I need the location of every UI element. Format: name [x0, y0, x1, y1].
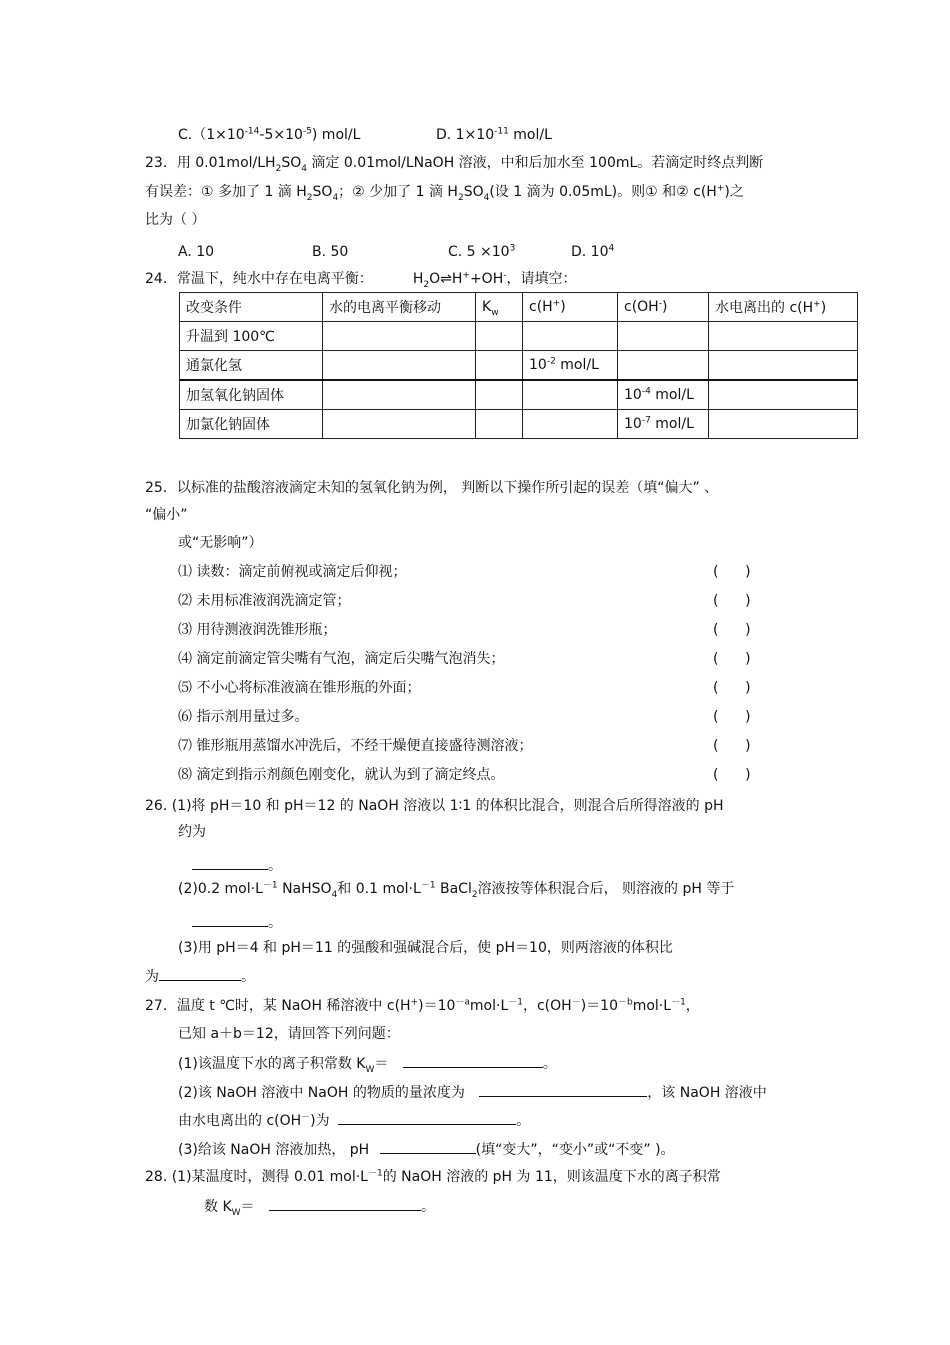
table-cell	[709, 351, 858, 381]
answer-blank[interactable]	[338, 1110, 516, 1125]
q26-part-3: (3)用 pH＝4 和 pH＝11 的强酸和强碱混合后，使 pH＝10，则两溶液的体积比	[178, 940, 673, 956]
answer-blank[interactable]	[479, 1082, 647, 1097]
q27-part-2: (2)该 NaOH 溶液中 NaOH 的物质的量浓度为 ，该 NaOH 溶液中	[178, 1082, 767, 1103]
q26-part-1-answer: 。	[192, 855, 282, 876]
q25-item: ⑶ 用待测液润洗锥形瓶；	[178, 622, 337, 638]
q25-item: ⑹ 指示剂用量过多。	[178, 709, 309, 725]
table-row	[180, 410, 858, 439]
table-cell	[523, 380, 618, 410]
q28-line-1: 28. (1)某温度时，测得 0.01 $mol\cdot L^{-1}$的 NaOH 溶液的 pH 为 11，则该温度下水的离子积常	[145, 1168, 721, 1185]
q22-option-c: $C.(1\times 10^{-14}-5\times 10^{-5})$ mol/L	[178, 126, 361, 143]
q25-item: ⑺ 锥形瓶用蒸馏水冲洗后，不经干燥便直接盛待测溶液；	[178, 738, 533, 754]
q26-part-3-cont: 为 。	[145, 966, 255, 987]
answer-paren[interactable]: ( )	[713, 709, 751, 725]
q23-option-a: A. 10	[178, 244, 215, 260]
answer-blank[interactable]	[192, 912, 268, 927]
answer-paren[interactable]: ( )	[713, 680, 751, 696]
table-header: 改变条件	[180, 293, 323, 322]
table-cell	[523, 410, 618, 439]
table-row	[180, 380, 858, 410]
table-cell	[323, 410, 476, 439]
q26-part-1-cont: 约为	[178, 824, 206, 840]
table-cell	[476, 410, 523, 439]
answer-paren[interactable]: ( )	[713, 651, 751, 667]
table-cell	[323, 380, 476, 410]
table-cell	[323, 351, 476, 381]
q23-option-c: C. $5 \times 10^3$	[448, 243, 516, 260]
table-cell	[523, 322, 618, 351]
answer-blank[interactable]	[192, 855, 268, 870]
table-cell: 通氯化氢	[180, 351, 323, 381]
q26-part-2-answer: 。	[192, 912, 282, 933]
answer-paren[interactable]: ( )	[713, 767, 751, 783]
q25-item: ⑴ 读数：滴定前俯视或滴定后仰视；	[178, 564, 407, 580]
q25-line-1: 25．以标准的盐酸溶液滴定未知的氢氧化钠为例， 判断以下操作所引起的误差（填“偏大” 、	[145, 480, 719, 496]
equilibrium-arrow-icon: ⇌	[440, 271, 452, 287]
q27-part-1: (1)该温度下水的离子积常数 $K_W=$ 。	[178, 1053, 557, 1074]
q25-item: ⑻ 滴定到指示剂颜色刚变化，就认为到了滴定终点。	[178, 767, 505, 783]
table-cell	[709, 322, 858, 351]
table-cell	[323, 322, 476, 351]
table-header: c(H+)	[523, 293, 618, 322]
q26-part-2: (2)0.2 $mol\cdot L^{-1}$ NaHSO$_4$和 0.1 $mol\cdot L^{-1}$ BaCl$_2$溶液按等体积混合后， 则溶液的 pH 等于	[178, 880, 735, 900]
q27-part-2-cont: 由水电离出的 c(OH－)为 。	[178, 1110, 530, 1131]
q25-item: ⑵ 未用标准液润洗滴定管；	[178, 593, 351, 609]
table-cell	[476, 322, 523, 351]
answer-blank[interactable]	[380, 1139, 476, 1154]
q28-line-2: 数 $K_W=$ 。	[204, 1196, 435, 1217]
answer-blank[interactable]	[403, 1053, 543, 1068]
answer-paren[interactable]: ( )	[713, 622, 751, 638]
q23-option-b: B. 50	[312, 244, 349, 260]
table-cell	[476, 380, 523, 410]
q24-intro: 24．常温下，纯水中存在电离平衡： $H_2O\rightleftharpoons H^++OH^-$，请填空：	[145, 270, 577, 290]
q25-line-3: 或“无影响”）	[178, 535, 263, 551]
table-cell	[709, 410, 858, 439]
table-header-row	[180, 293, 858, 322]
table-header: c(OH-)	[618, 293, 709, 322]
table-header: $K_w$	[476, 293, 523, 322]
q24-table	[179, 292, 858, 439]
answer-paren[interactable]: ( )	[713, 593, 751, 609]
table-cell: 加氢氧化钠固体	[180, 380, 323, 410]
answer-blank[interactable]	[159, 966, 241, 981]
table-cell: 升温到 100℃	[180, 322, 323, 351]
table-cell: $10^{-2}$ mol/L	[523, 351, 618, 381]
q25-line-2: “偏小”	[145, 507, 188, 523]
table-cell	[709, 380, 858, 410]
table-cell	[618, 351, 709, 381]
table-cell: $10^{-7}$ mol/L	[618, 410, 709, 439]
q26-part-1: 26. (1)将 pH＝10 和 pH＝12 的 NaOH 溶液以 1∶1 的体积比混合，则混合后所得溶液的 pH	[145, 798, 724, 814]
q22-option-d: D. $1\times 10^{-11}$ mol/L	[436, 126, 552, 143]
table-header: 水电离出的 c(H+)	[709, 293, 858, 322]
answer-blank[interactable]	[269, 1196, 421, 1211]
table-cell: 加氯化钠固体	[180, 410, 323, 439]
q27-line-1: 27．温度 t ℃时，某 NaOH 稀溶液中 $c(H^+)=10^{-a}mol\cdot L^{-1}$，$c(OH^-)=10^{-b}mol\cdot L^{-1}$，	[145, 997, 700, 1014]
q27-line-2: 已知 a＋b＝12，请回答下列问题：	[178, 1026, 400, 1042]
q23-line-3: 比为（ ）	[145, 212, 206, 228]
q27-part-3: (3)给该 NaOH 溶液加热， pH (填“变大”，“变小”或“不变” )。	[178, 1139, 675, 1160]
table-cell: $10^{-4}$ mol/L	[618, 380, 709, 410]
table-header: 水的电离平衡移动	[323, 293, 476, 322]
answer-paren[interactable]: ( )	[713, 564, 751, 580]
q25-item: ⑷ 滴定前滴定管尖嘴有气泡，滴定后尖嘴气泡消失；	[178, 651, 505, 667]
table-cell	[618, 322, 709, 351]
answer-paren[interactable]: ( )	[713, 738, 751, 754]
q25-item: ⑸ 不小心将标准液滴在锥形瓶的外面；	[178, 680, 421, 696]
q23-line-1: 23．用 $0.01mol/LH_2SO_4$ 滴定 0.01mol/LNaOH 溶液，中和后加水至 100mL。若滴定时终点判断	[145, 155, 764, 174]
table-row	[180, 322, 858, 351]
table-cell	[476, 351, 523, 381]
q23-line-2: 有误差：① 多加了 1 滴 $H_2SO_4$；② 少加了 1 滴 $H_2SO_4$(设 1 滴为 0.05mL)。则① 和② c(H+)之	[145, 183, 744, 203]
table-row	[180, 351, 858, 381]
q23-option-d: D. $10^4$	[571, 243, 615, 260]
